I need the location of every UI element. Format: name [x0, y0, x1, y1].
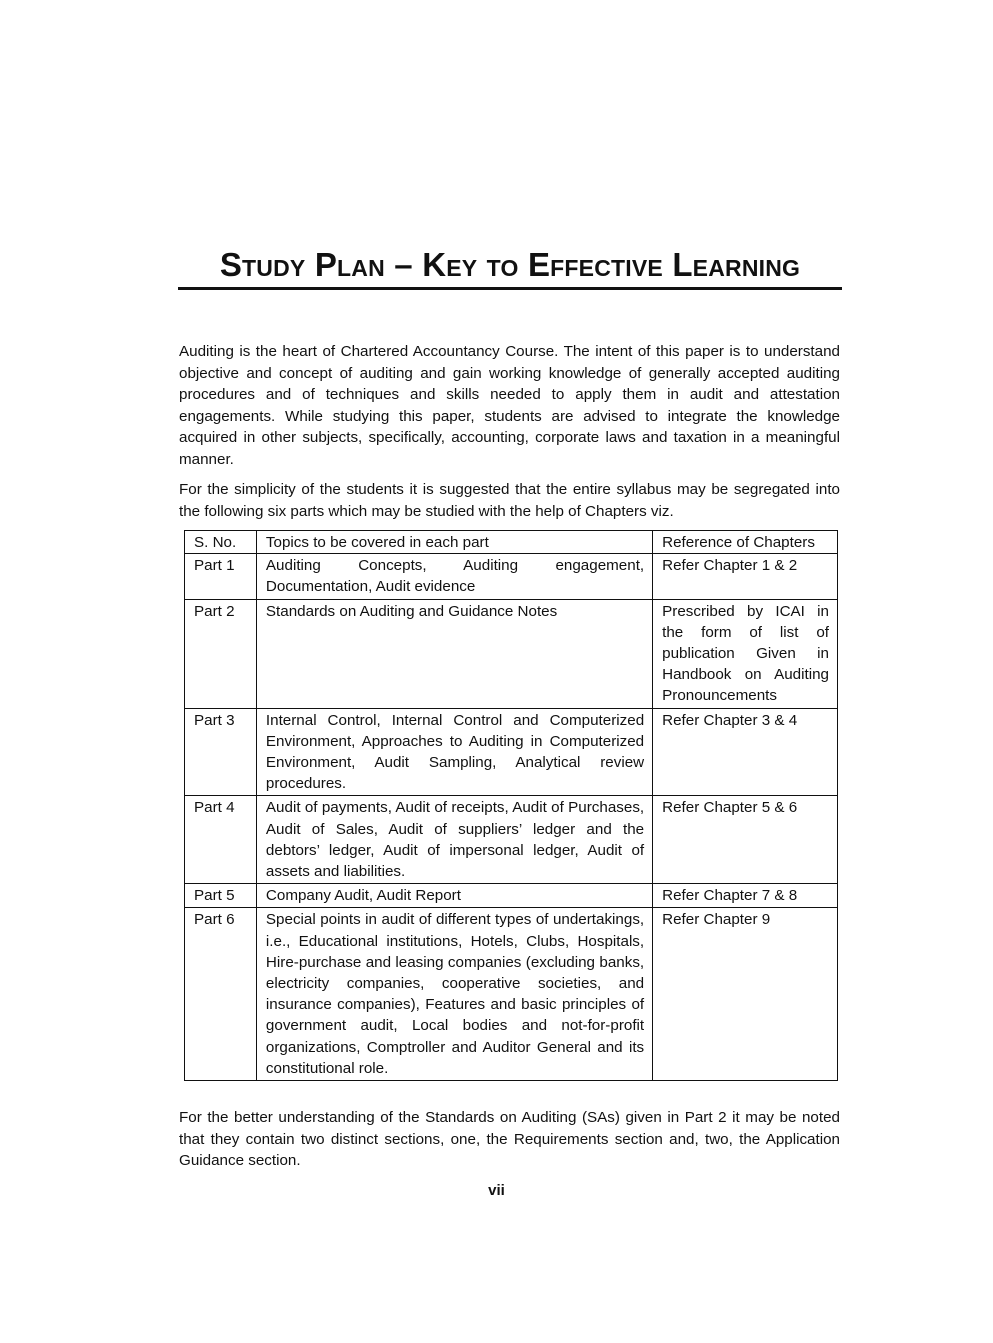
- part-cell: Part 2: [185, 599, 257, 708]
- intro-paragraph: Auditing is the heart of Chartered Accountancy Course. The intent of this paper is to understand objective and concept of auditing and gain working knowledge of generally accepted auditing procedures and of techniques and skills needed to apply them in audit and attestation engagements. While studying this paper, students are advised to integrate the knowledge acquired in other subjects, specifically, accounting, corporate laws and taxation in a meaningful manner.: [179, 343, 840, 468]
- study-plan-table: [184, 530, 838, 1081]
- reference-cell: Refer Chapter 7 & 8: [653, 884, 838, 908]
- part-cell: Part 1: [185, 554, 257, 599]
- topics-cell: Audit of payments, Audit of receipts, Audit of Purchases, Audit of Sales, Audit of suppliers’ ledger and the debtors’ ledger, Audit of impersonal ledger, Audit of assets and liabilities.: [256, 796, 652, 884]
- table-row: [185, 599, 838, 708]
- header-reference: Reference of Chapters: [653, 531, 838, 554]
- topics-cell: Company Audit, Audit Report: [256, 884, 652, 908]
- part-cell: Part 5: [185, 884, 257, 908]
- part-cell: Part 3: [185, 708, 257, 796]
- reference-cell: Refer Chapter 1 & 2: [653, 554, 838, 599]
- simplicity-paragraph: For the simplicity of the students it is suggested that the entire syllabus may be segregated into the following six parts which may be studied with the help of Chapters viz.: [179, 481, 840, 520]
- reference-cell: Prescribed by ICAI in the form of list of publication Given in Handbook on Auditing Pronouncements: [653, 599, 838, 708]
- table-row: [185, 708, 838, 796]
- topics-cell: Internal Control, Internal Control and Computerized Environment, Approaches to Auditing in Computerized Environment, Audit Sampling, Analytical review procedures.: [256, 708, 652, 796]
- part-cell: Part 6: [185, 908, 257, 1081]
- table-row: [185, 884, 838, 908]
- header-topics: Topics to be covered in each part: [256, 531, 652, 554]
- topics-cell: Standards on Auditing and Guidance Notes: [256, 599, 652, 708]
- topics-cell: Auditing Concepts, Auditing engagement, Documentation, Audit evidence: [256, 554, 652, 599]
- topics-cell: Special points in audit of different types of undertakings, i.e., Educational institutions, Hotels, Clubs, Hospitals, Hire-purchase and leasing companies (excluding banks, electricity companies, cooperative societies, and insurance companies), Features and basic principles of government audit, Local bodies and not-for-profit organizations, Comptroller and Auditor General and its constitutional role.: [256, 908, 652, 1081]
- part-cell: Part 4: [185, 796, 257, 884]
- sa-note-paragraph: For the better understanding of the Standards on Auditing (SAs) given in Part 2 it may be noted that they contain two distinct sections, one, the Requirements section and, two, the Application Guidance section.: [179, 1109, 840, 1170]
- reference-cell: Refer Chapter 3 & 4: [653, 708, 838, 796]
- page-title: Study Plan – Key to Effective Learning: [219, 246, 801, 283]
- table-header-row: [185, 531, 838, 554]
- reference-cell: Refer Chapter 9: [653, 908, 838, 1081]
- table-row: [185, 908, 838, 1081]
- header-sno: S. No.: [185, 531, 257, 554]
- table-row: [185, 554, 838, 599]
- table-row: [185, 796, 838, 884]
- title-underline: [178, 287, 842, 290]
- page-number: vii: [488, 1182, 505, 1199]
- reference-cell: Refer Chapter 5 & 6: [653, 796, 838, 884]
